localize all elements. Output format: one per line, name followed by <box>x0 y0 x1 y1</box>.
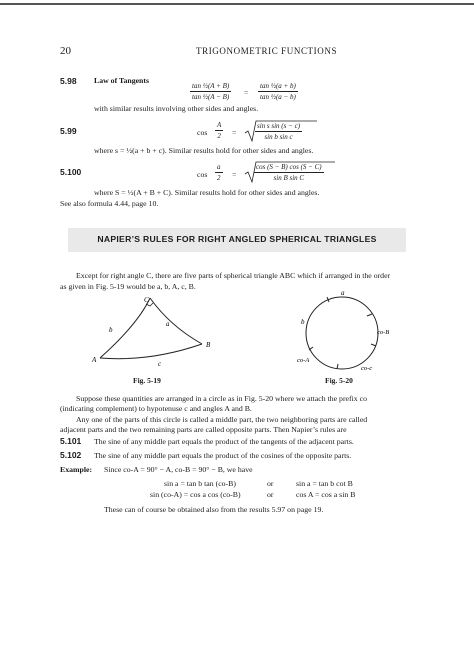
example-row-1-left: sin a = tan b tan (co-B) <box>164 479 236 488</box>
closing-note: These can of course be obtained also from the results 5.97 on page 19. <box>104 505 324 514</box>
radicand-denominator: sin b sin c <box>264 133 293 141</box>
figure-5-19-spherical-triangle <box>80 292 220 372</box>
part-co-B-label: co-B <box>377 329 390 336</box>
example-row-2-right: cos A = cos a sin B <box>296 490 356 499</box>
radicand-5-99 <box>255 122 302 141</box>
formula-title-law-of-tangents: Law of Tangents <box>94 76 150 85</box>
paragraph-2-line-1: Any one of the parts of this circle is called a middle part, the two neighboring parts are called <box>76 415 368 424</box>
rhs-denominator: tan ½(a − b) <box>260 93 296 101</box>
example-row-1-right: sin a = tan b cot B <box>296 479 353 488</box>
formula-number-5-100: 5.100 <box>60 167 82 177</box>
napier-circle <box>306 297 378 369</box>
half-side-fraction <box>215 163 223 182</box>
running-title: TRIGONOMETRIC FUNCTIONS <box>196 46 338 56</box>
formula-number-5-102: 5.102 <box>60 450 82 460</box>
formula-number-5-101: 5.101 <box>60 436 82 446</box>
radicand-numerator: cos (S − B) cos (S − C) <box>256 163 322 171</box>
side-a-arc <box>150 298 202 344</box>
vertex-B-label: B <box>206 341 211 349</box>
example-intro: Since co-A = 90° − A, co-B = 90° − B, we have <box>104 465 253 474</box>
equals-sign: = <box>232 170 237 179</box>
part-a-label: a <box>341 289 345 297</box>
side-c-arc <box>100 344 202 359</box>
side-a-label: a <box>166 320 170 328</box>
lhs-denominator: tan ½(A − B) <box>192 93 230 101</box>
equals-sign: = <box>232 128 237 137</box>
formula-number-5-99: 5.99 <box>60 126 77 136</box>
radicand-numerator: sin s sin (s − c) <box>257 122 301 130</box>
law-of-tangents-rhs <box>258 82 298 101</box>
divider-tick <box>367 314 372 316</box>
see-also-note: See also formula 4.44, page 10. <box>60 199 159 208</box>
radicand-5-100 <box>254 163 324 182</box>
law-of-tangents-note: with similar results involving other sides and angles. <box>94 104 259 113</box>
intro-paragraph-line-1: Except for right angle C, there are five parts of spherical triangle ABC which if arranged in the order <box>76 271 391 280</box>
napier-rule-2: The sine of any middle part equals the product of the cosines of the opposite parts. <box>94 451 352 460</box>
example-row-2-left: sin (co-A) = cos a cos (co-B) <box>150 490 241 499</box>
page-number: 20 <box>60 45 71 57</box>
example-row-1-or: or <box>267 479 274 488</box>
figure-5-19-caption: Fig. 5-19 <box>133 376 161 385</box>
section-banner <box>68 228 406 252</box>
half-den: 2 <box>217 174 221 182</box>
divider-tick <box>371 344 376 346</box>
side-b-arc <box>100 298 150 358</box>
side-c-label: c <box>158 360 162 368</box>
side-b-label: b <box>109 326 113 334</box>
figure-5-20-napier-circle <box>285 288 400 378</box>
law-of-tangents-lhs <box>190 82 231 101</box>
where-clause-5-99: where s = ½(a + b + c). Similar results hold for other sides and angles. <box>94 146 314 155</box>
figure-5-20-caption: Fig. 5-20 <box>325 376 353 385</box>
napier-rule-1: The sine of any middle part equals the product of the tangents of the adjacent parts. <box>94 437 354 446</box>
cos-label: cos <box>197 170 208 179</box>
top-rule <box>0 3 474 5</box>
equals-sign: = <box>244 88 249 97</box>
example-row-2-or: or <box>267 490 274 499</box>
half-den: 2 <box>217 132 221 140</box>
radicand-denominator: sin B sin C <box>273 174 305 182</box>
example-label: Example: <box>60 465 93 474</box>
vertex-A-label: A <box>92 356 97 364</box>
paragraph-1-line-2: (indicating complement) to hypotenuse c and angles A and B. <box>60 404 252 413</box>
paragraph-2-line-2: adjacent parts and the two remaining parts are called opposite parts. Then Napier’s rules are <box>60 425 347 434</box>
half-num: a <box>217 163 221 171</box>
cos-label: cos <box>197 128 208 137</box>
rhs-numerator: tan ½(a + b) <box>260 82 296 90</box>
part-co-c-label: co-c <box>361 365 373 372</box>
part-co-A-label: co-A <box>297 357 310 364</box>
part-b-label: b <box>301 318 305 326</box>
intro-paragraph-line-2: as given in Fig. 5-19 would be a, b, A, c, B. <box>60 282 196 291</box>
half-num: A <box>217 121 222 129</box>
half-angle-fraction <box>215 121 223 140</box>
formula-number-5-98: 5.98 <box>60 76 77 86</box>
paragraph-1-line-1: Suppose these quantities are arranged in a circle as in Fig. 5-20 where we attach the prefix co <box>76 394 367 403</box>
vertex-C-label: C <box>144 296 149 304</box>
lhs-numerator: tan ½(A + B) <box>192 82 230 90</box>
section-title: NAPIER’S RULES FOR RIGHT ANGLED SPHERICAL TRIANGLES <box>97 234 377 244</box>
divider-tick <box>337 364 338 369</box>
where-clause-5-100: where S = ½(A + B + C). Similar results hold for other sides and angles. <box>94 188 320 197</box>
